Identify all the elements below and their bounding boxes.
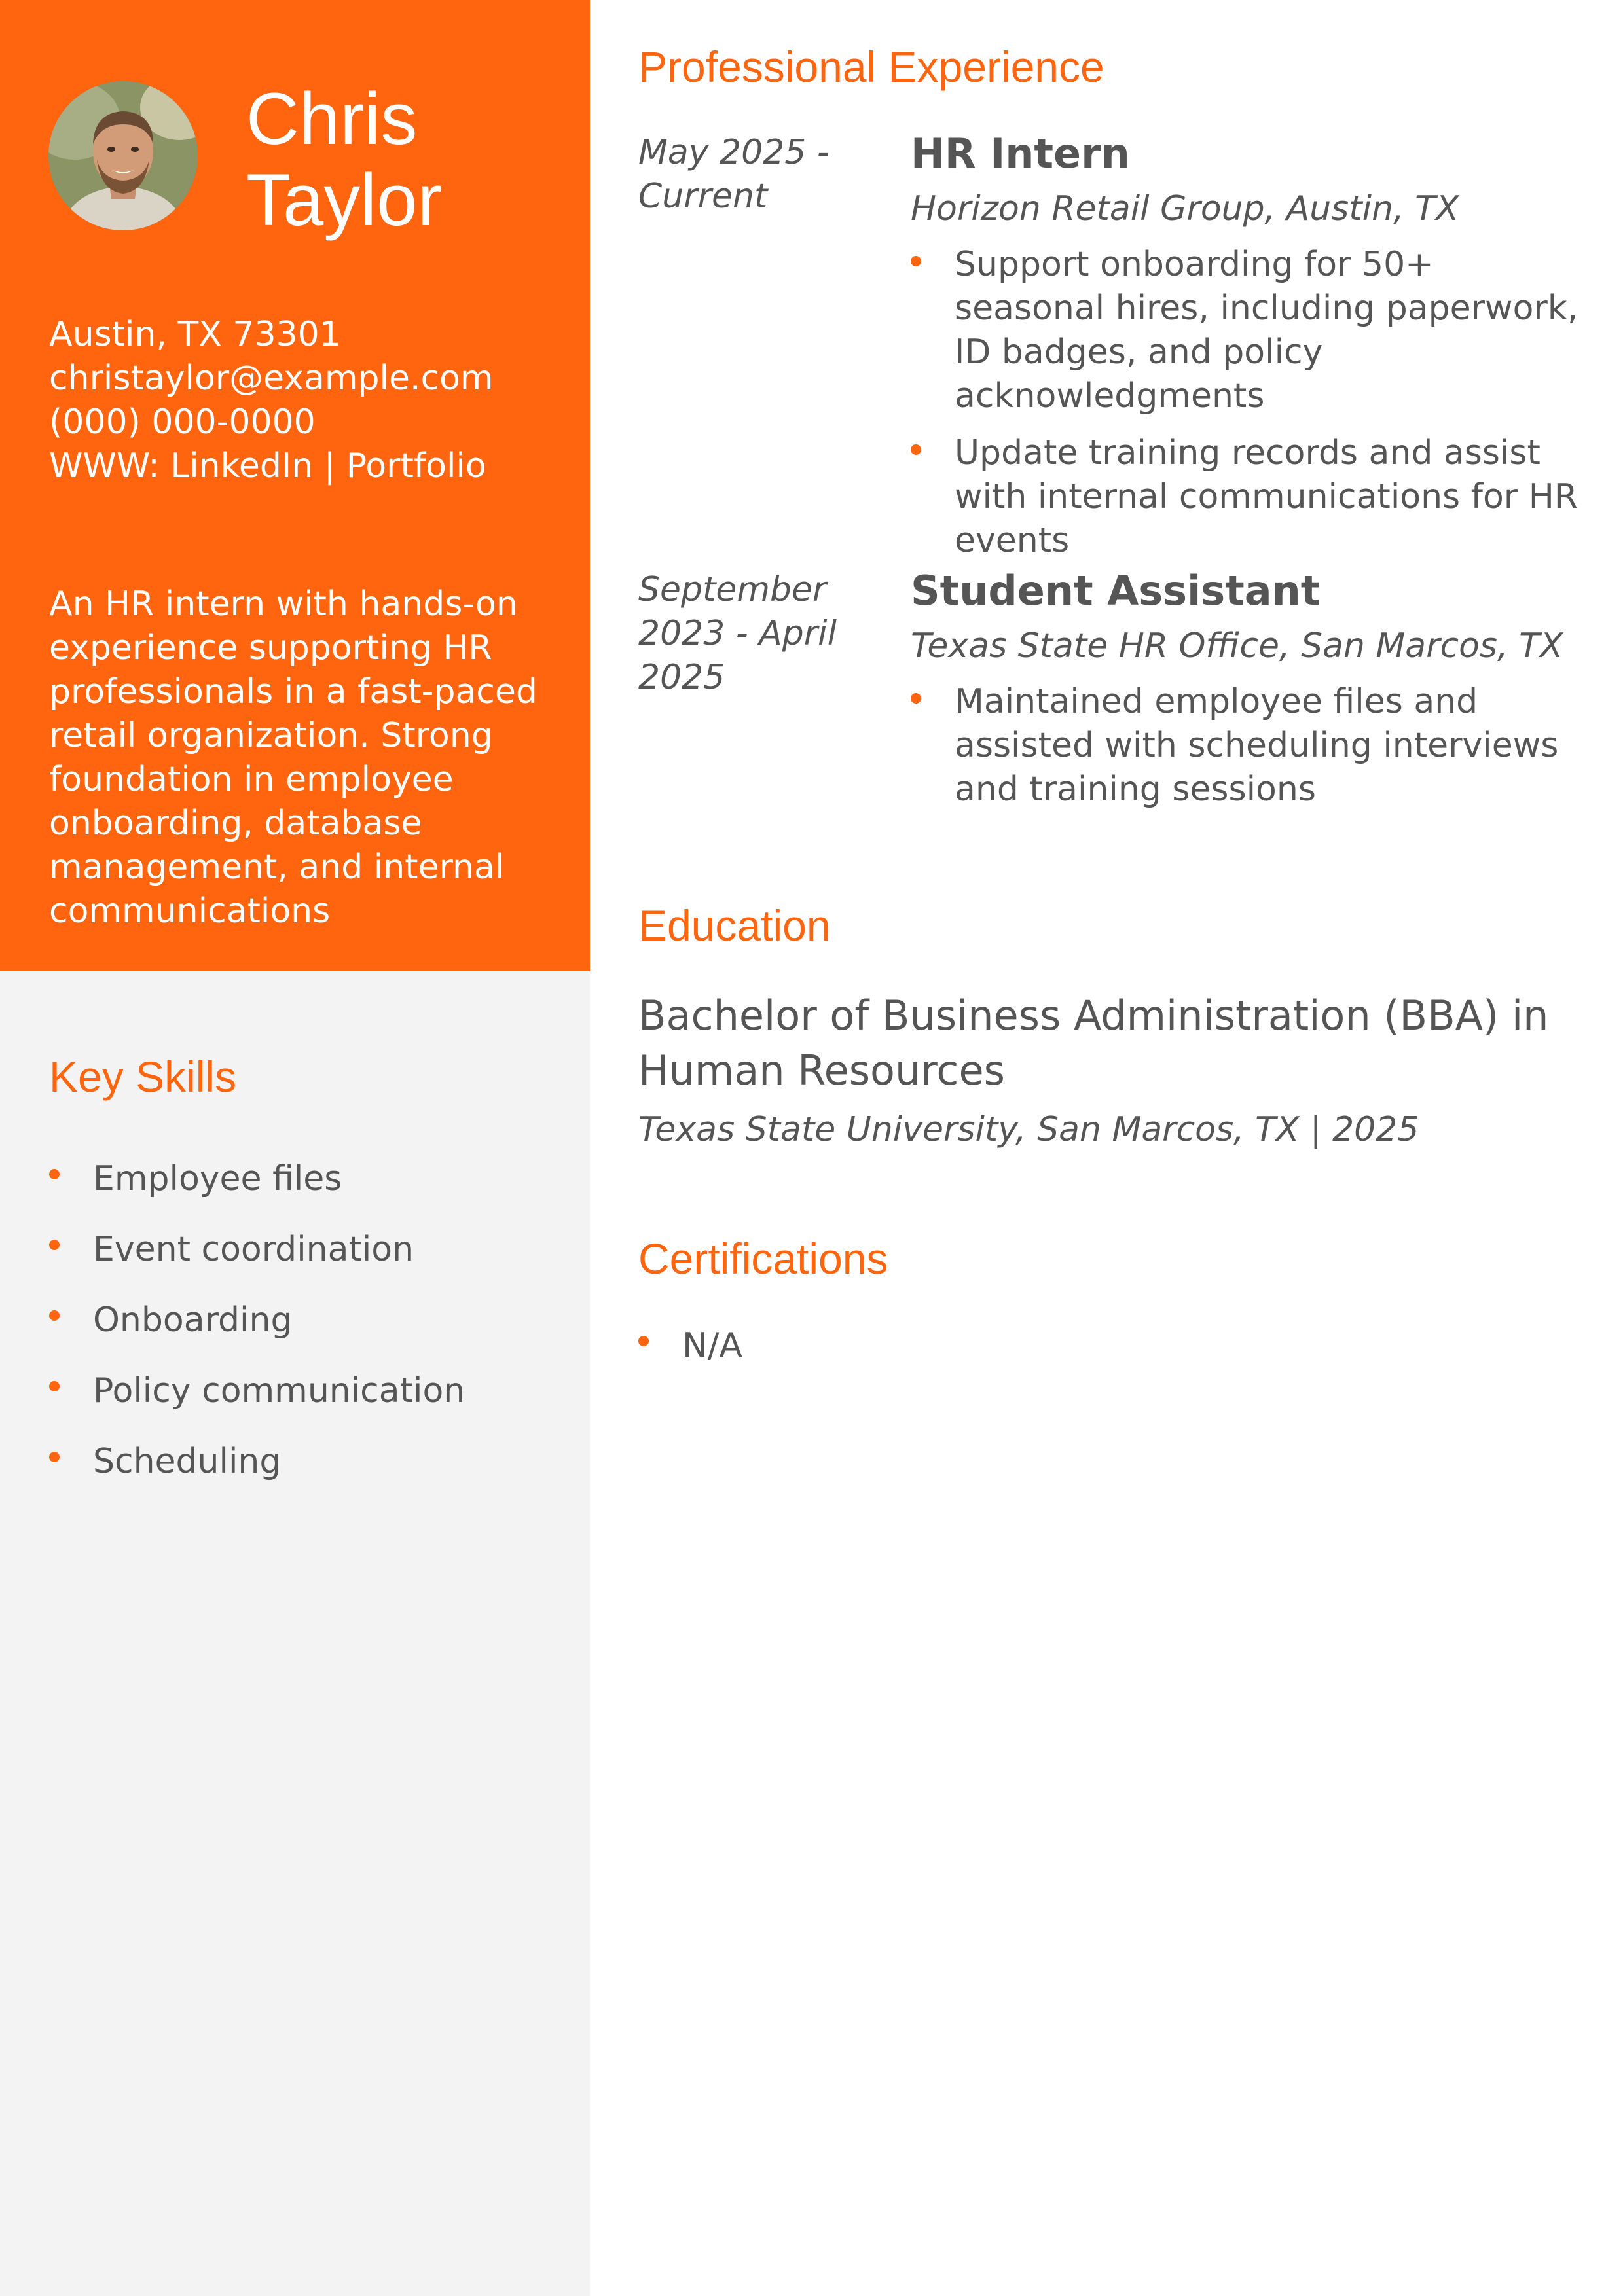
job-company: Texas State HR Office, San Marcos, TX <box>911 626 1563 666</box>
job-title: Student Assistant <box>911 567 1321 615</box>
experience-heading: Professional Experience <box>638 43 1104 91</box>
list-item <box>49 1157 465 1228</box>
bullet-icon <box>49 1240 60 1250</box>
certification-label: N/A <box>682 1326 742 1365</box>
list-item <box>911 243 1581 418</box>
job-details <box>911 131 1581 576</box>
bullet-icon <box>638 1336 649 1346</box>
bullet-icon <box>911 444 921 455</box>
bullet-icon <box>49 1452 60 1462</box>
skill-label: Employee files <box>93 1159 342 1198</box>
contact-info <box>49 313 494 488</box>
phone: (000) 000-0000 <box>49 403 316 442</box>
bullet-text: Update training records and assist with internal communications for HR events <box>955 433 1578 560</box>
sidebar <box>0 0 590 2296</box>
bullet-icon <box>911 256 921 266</box>
job-date: May 2025 - Current <box>638 133 830 216</box>
bullet-text: Support onboarding for 50+ seasonal hires, including paperwork, ID badges, and policy acknowledgments <box>955 245 1578 416</box>
bullet-icon <box>49 1381 60 1391</box>
job-title: HR Intern <box>911 130 1130 177</box>
skills-list <box>49 1157 465 1511</box>
web-links[interactable]: WWW: LinkedIn | Portfolio <box>49 446 486 486</box>
list-item <box>638 1324 742 1368</box>
list-item <box>49 1440 465 1511</box>
certifications-list <box>638 1324 742 1368</box>
sidebar-header <box>0 0 590 971</box>
bullet-icon <box>911 693 921 704</box>
candidate-name <box>246 79 442 241</box>
email[interactable]: christaylor@example.com <box>49 359 494 398</box>
job-company: Horizon Retail Group, Austin, TX <box>911 189 1459 228</box>
skill-label: Policy communication <box>93 1371 465 1410</box>
list-item <box>911 431 1581 563</box>
bullet-text: Maintained employee files and assisted with scheduling interviews and training sessions <box>955 682 1559 809</box>
first-name: Chris <box>246 78 418 160</box>
job-details <box>911 568 1581 825</box>
education-heading: Education <box>638 901 831 950</box>
bullet-icon <box>49 1310 60 1321</box>
list-item <box>49 1299 465 1369</box>
list-item <box>49 1228 465 1299</box>
key-skills-heading: Key Skills <box>49 1052 237 1101</box>
skill-label: Scheduling <box>93 1442 282 1481</box>
certifications-heading: Certifications <box>638 1234 888 1283</box>
list-item <box>49 1369 465 1440</box>
skill-label: Onboarding <box>93 1300 293 1340</box>
job-bullets <box>911 680 1581 812</box>
avatar <box>48 81 198 230</box>
location: Austin, TX 73301 <box>49 315 341 354</box>
job-bullets <box>911 243 1581 563</box>
job-date: September 2023 - April 2025 <box>638 570 837 697</box>
skill-label: Event coordination <box>93 1230 414 1269</box>
last-name: Taylor <box>246 159 442 241</box>
bullet-icon <box>49 1169 60 1179</box>
degree: Bachelor of Business Administration (BBA) in Human Resources <box>638 992 1549 1094</box>
summary: An HR intern with hands-on experience supporting HR professionals in a fast-paced retail organization. Strong foundation in employee onboarding, database management, and internal communications <box>49 584 538 931</box>
school: Texas State University, San Marcos, TX | 2025 <box>638 1110 1419 1149</box>
list-item <box>911 680 1581 812</box>
